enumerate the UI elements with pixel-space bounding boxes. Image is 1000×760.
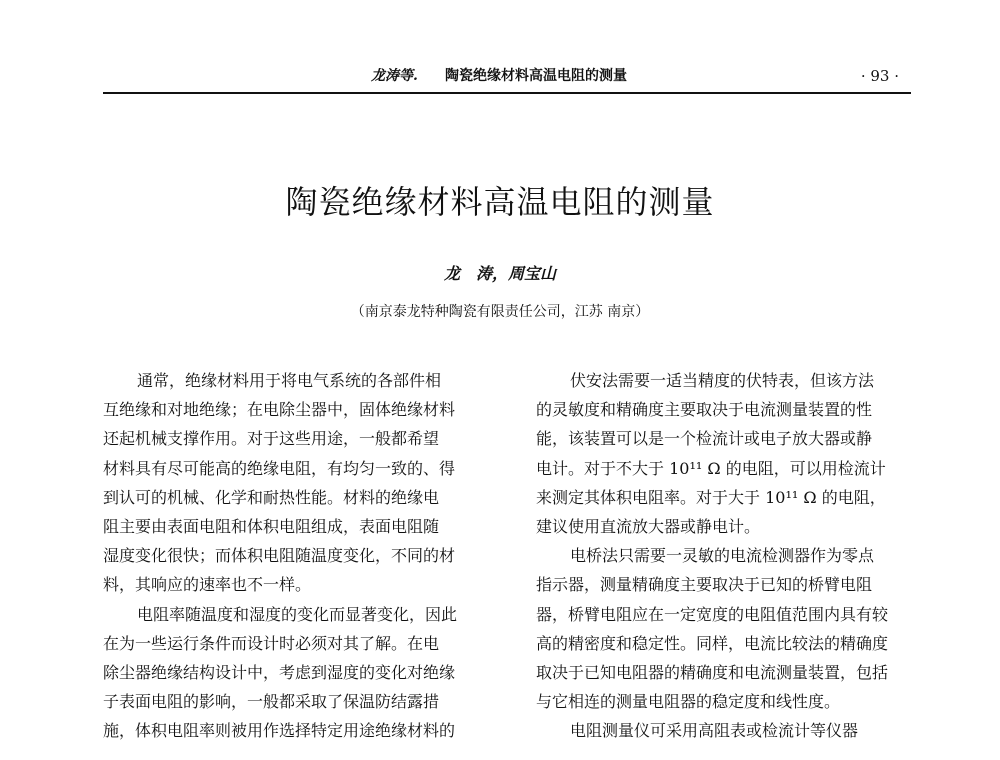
running-header-title: 陶瓷绝缘材料高温电阻的测量 xyxy=(445,68,627,84)
body-line: 阻主要由表面电阻和体积电阻组成，表面电阻随 xyxy=(103,516,440,536)
body-line: 建议使用直流放大器或静电计。 xyxy=(536,516,761,536)
header-rule xyxy=(103,92,911,94)
body-line: 在为一些运行条件而设计时必须对其了解。在电 xyxy=(103,633,440,653)
body-line: 指示器，测量精确度主要取决于已知的桥臂电阻 xyxy=(536,575,873,595)
body-line: 器，桥臂电阻应在一定宽度的电阻值范围内具有较 xyxy=(536,604,889,624)
body-line: 取决于已知电阻器的精确度和电流测量装置，包括 xyxy=(536,662,889,682)
body-line: 电阻率随温度和湿度的变化而显著变化，因此 xyxy=(137,604,458,624)
body-line: 的灵敏度和精确度主要取决于电流测量装置的性 xyxy=(536,400,873,420)
body-line: 到认可的机械、化学和耐热性能。材料的绝缘电 xyxy=(103,487,440,507)
body-line: 伏安法需要一适当精度的伏特表，但该方法 xyxy=(570,371,875,390)
running-header xyxy=(103,66,911,86)
right-column xyxy=(536,366,910,745)
body-line: 子表面电阻的影响，一般都采取了保温防结露措 xyxy=(103,692,440,712)
author-byline: 龙 涛，周宝山 xyxy=(443,264,556,283)
running-header-authors: 龙涛等. xyxy=(371,68,418,84)
body-line: 高的精密度和稳定性。同样，电流比较法的精确度 xyxy=(536,633,889,653)
page-number: · 93 · xyxy=(860,67,899,85)
body-line: 还起机械支撑作用。对于这些用途，一般都希望 xyxy=(103,429,440,449)
body-line: 施，体积电阻率则被用作选择特定用途绝缘材料的 xyxy=(103,721,456,741)
body-line: 湿度变化很快；而体积电阻随温度变化，不同的材 xyxy=(103,546,456,566)
body-line: 料，其响应的速率也不一样。 xyxy=(103,575,312,595)
body-line: 能，该装置可以是一个检流计或电子放大器或静 xyxy=(536,429,873,449)
body-line: 来测定其体积电阻率。对于大于 10¹¹ Ω 的电阻， xyxy=(536,487,886,507)
author-affiliation: （南京泰龙特种陶瓷有限责任公司，江苏 南京） xyxy=(350,304,650,320)
body-line: 材料具有尽可能高的绝缘电阻，有均匀一致的、得 xyxy=(103,458,456,478)
body-line: 除尘器绝缘结构设计中，考虑到湿度的变化对绝缘 xyxy=(103,662,456,682)
body-line: 电桥法只需要一灵敏的电流检测器作为零点 xyxy=(570,546,875,566)
body-line: 电计。对于不大于 10¹¹ Ω 的电阻，可以用检流计 xyxy=(536,458,886,478)
body-line: 与它相连的测量电阻器的稳定度和线性度。 xyxy=(536,692,841,712)
body-line: 互绝缘和对地绝缘；在电除尘器中，固体绝缘材料 xyxy=(103,400,456,420)
body-line: 通常，绝缘材料用于将电气系统的各部件相 xyxy=(137,371,442,390)
paper-title: 陶瓷绝缘材料高温电阻的测量 xyxy=(285,183,715,221)
left-column xyxy=(103,366,477,745)
body-line: 电阻测量仪可采用高阻表或检流计等仪器 xyxy=(570,721,859,741)
